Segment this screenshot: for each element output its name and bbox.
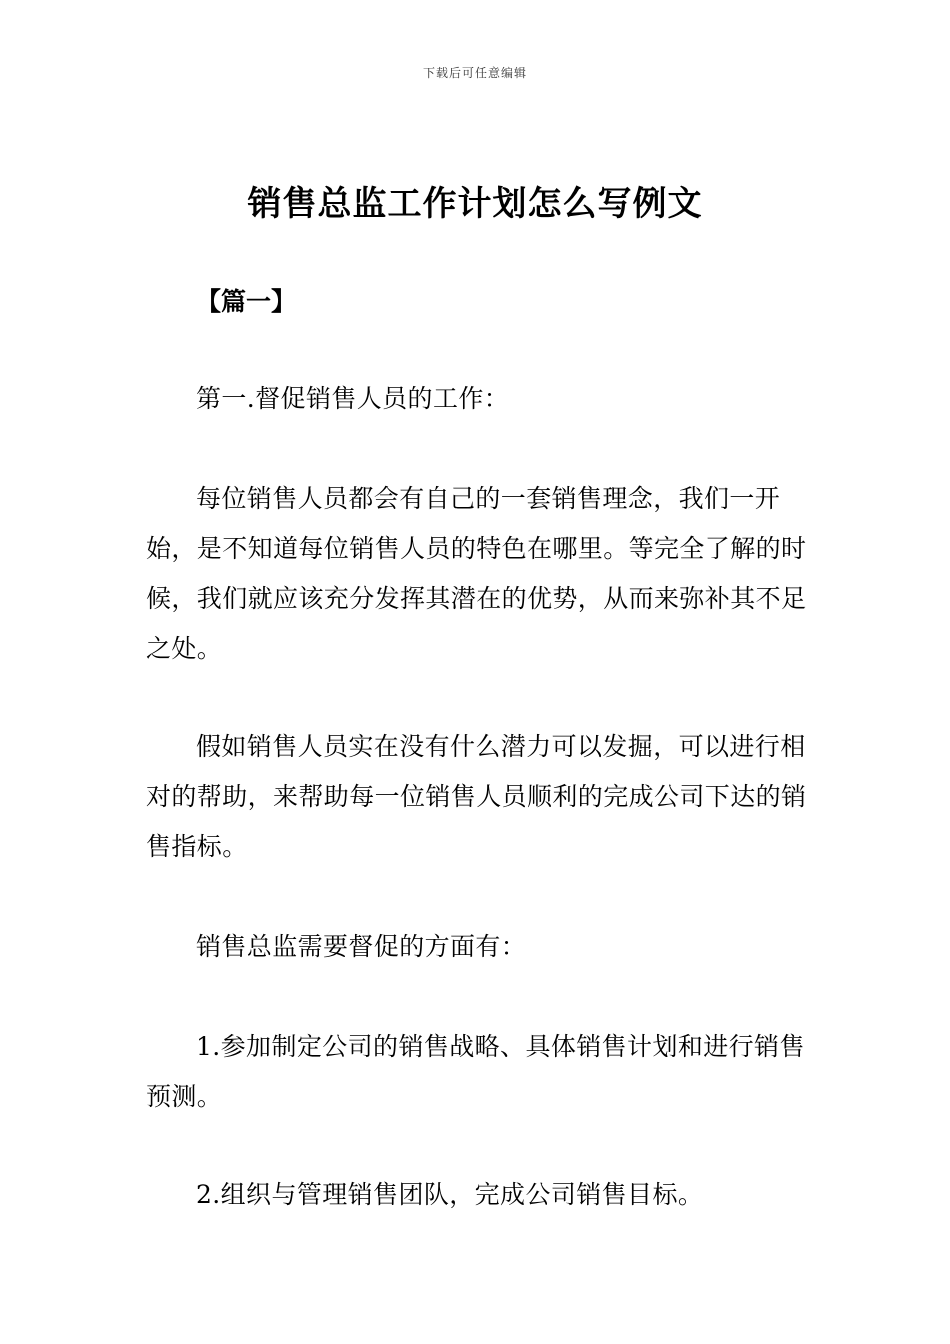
paragraph-assistance: 假如销售人员实在没有什么潜力可以发掘，可以进行相对的帮助，来帮助每一位销售人员顺利的完成公司下达的销售指标。 — [146, 732, 807, 861]
paragraph-sales-philosophy: 每位销售人员都会有自己的一套销售理念，我们一开始，是不知道每位销售人员的特色在哪里。等完全了解的时候，我们就应该充分发挥其潜在的优势，从而来弥补其不足之处。 — [146, 484, 807, 663]
list-item-2: 2.组织与管理销售团队，完成公司销售目标。 — [196, 1180, 704, 1209]
paragraph-supervision-aspects: 销售总监需要督促的方面有： — [196, 932, 527, 961]
document-title: 销售总监工作计划怎么写例文 — [247, 184, 703, 224]
list-item-1: 1.参加制定公司的销售战略、具体销售计划和进行销售预测。 — [146, 1032, 805, 1111]
header-note: 下载后可任意编辑 — [422, 66, 527, 80]
section-label: 【篇一】 — [196, 287, 297, 316]
paragraph-heading-supervise: 第一.督促销售人员的工作： — [196, 384, 510, 413]
